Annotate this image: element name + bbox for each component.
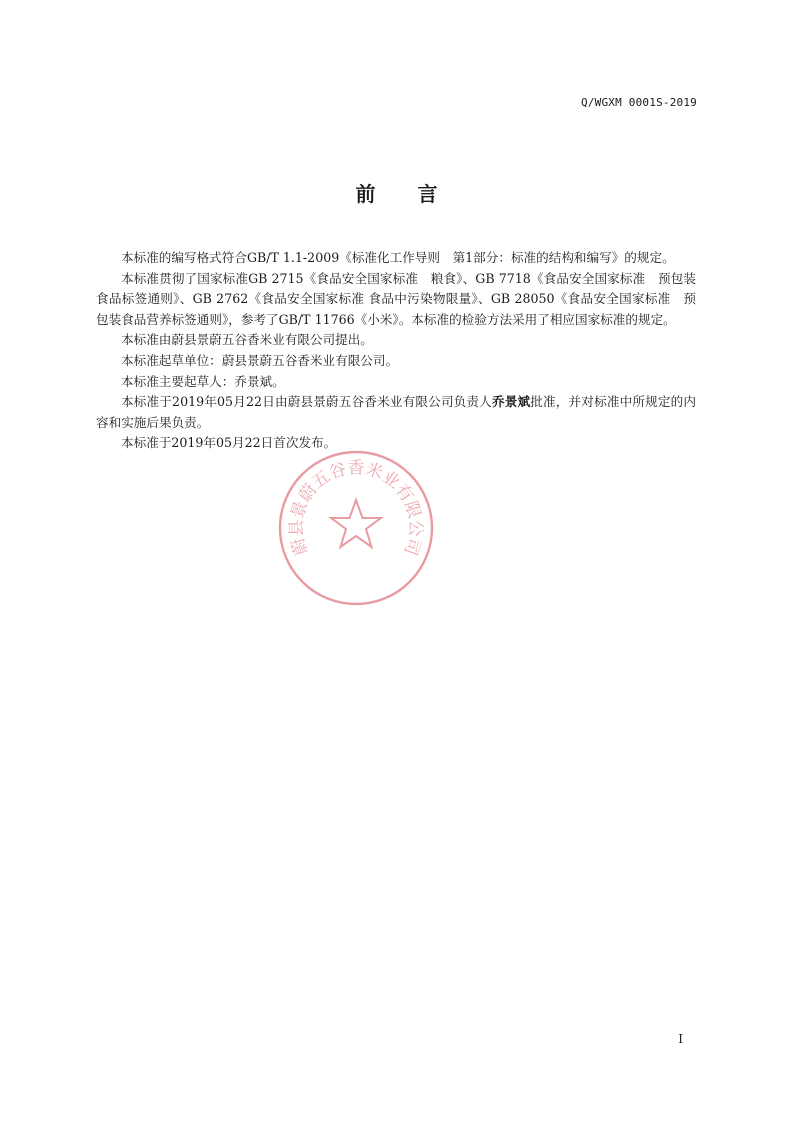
page-title — [0, 178, 793, 207]
paragraph-proposer: 本标准由蔚县景蔚五谷香米业有限公司提出。 — [121, 332, 373, 348]
title-char-2: 言 — [417, 182, 438, 206]
document-code: Q/WGXM 0001S-2019 — [581, 96, 697, 109]
paragraph-standards: 本标准贯彻了国家标准GB 2715《食品安全国家标准 粮食》、GB 7718《食品安全国家标准 预包装食品标签通则》、GB 2762《食品安全国家标准 食品中污染物限量》、GB 28050《食品安全国家标准 预包装食品营养标签通则》，参考了GB/T 11766《小米》。本标准的检验方法采用了相应国家标准的规定。 — [96, 270, 696, 327]
svg-text:蔚县景蔚五谷香米业有限公司 — [287, 459, 425, 558]
paragraph-format: 本标准的编写格式符合GB/T 1.1-2009《标准化工作导则 第1部分：标准的结构和编写》的规定。 — [121, 250, 675, 265]
approval-text-after: 批准，并对标准中所规定的内容和实施后果负责。 — [96, 394, 697, 430]
approver-signature: 乔景斌 — [491, 394, 531, 410]
seal-text: 蔚县景蔚五谷香米业有限公司 — [286, 458, 426, 558]
paragraph-drafting-unit: 本标准起草单位：蔚县景蔚五谷香米业有限公司。 — [121, 352, 399, 368]
paragraph-release: 本标准于2019年05月22日首次发布。 — [121, 435, 337, 451]
page-number: I — [678, 1032, 683, 1046]
approval-text-before: 本标准于2019年05月22日由蔚县景蔚五谷香米业有限公司负责人 — [121, 394, 492, 410]
title-char-1: 前 — [355, 182, 376, 206]
company-seal — [276, 448, 436, 608]
foreword-body — [96, 248, 696, 454]
paragraph-drafter: 本标准主要起草人：乔景斌。 — [121, 373, 285, 389]
seal-star-icon — [331, 500, 381, 547]
paragraph-approval — [96, 392, 696, 433]
